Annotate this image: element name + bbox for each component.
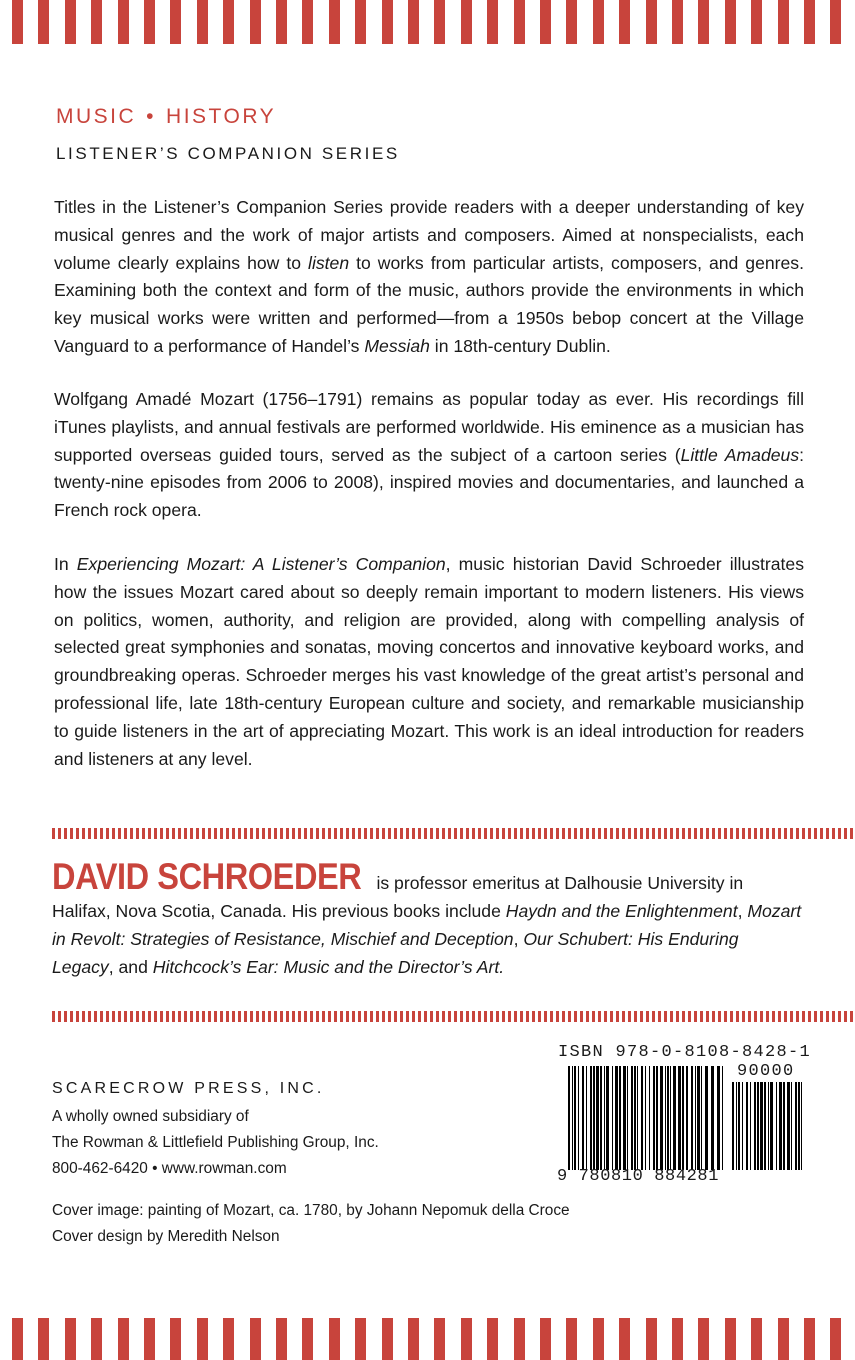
author-name: DAVID SCHROEDER xyxy=(52,856,362,897)
description-paragraph-2: Wolfgang Amadé Mozart (1756–1791) remains as popular today as ever. His recordings fill iTunes playlists, and annual festivals are performed worldwide. His eminence as a musician has supported overseas guided tours, served as the subject of a cartoon series (Little Amadeus: twenty-nine episodes from 2006 to 2008), inspired movies and documentaries, and launched a French rock opera. xyxy=(54,389,805,521)
book-title-mozart-in-revolt: Mozart in Revolt: Strategies of Resistance, Mischief and Deception xyxy=(52,901,802,949)
emphasis-little-amadeus: Little Amadeus xyxy=(680,444,800,465)
book-title-hitchcocks-ear: Hitchcock’s Ear: Music and the Director’s Art. xyxy=(152,957,505,977)
book-title-haydn: Haydn and the Enlightenment xyxy=(505,901,738,921)
series-name: LISTENER’S COMPANION SERIES xyxy=(56,144,400,163)
book-title-experiencing-mozart: Experiencing Mozart: A Listener’s Companion xyxy=(76,554,446,574)
category-label xyxy=(56,105,276,129)
bottom-stripe-border xyxy=(0,1318,855,1360)
ean-digits: 9 780810 884281 xyxy=(557,1167,720,1186)
publisher-contact-line: 800-462-6420 • www.rowman.com xyxy=(52,1160,287,1177)
publisher-subsidiary-line: A wholly owned subsidiary of xyxy=(52,1108,249,1125)
emphasis-messiah: Messiah xyxy=(364,335,430,356)
publisher-name: SCARECROW PRESS, INC. xyxy=(52,1080,325,1097)
author-bio: DAVID SCHROEDER is professor emeritus at Dalhousie University in Halifax, Nova Scotia, Canada. His previous books include Haydn and the Enlightenment, Mozart in Revolt: Strategies of Resistance, Mischief and Deception, Our Schubert: His Enduring Legacy, and Hitchcock’s Ear: Music and the Director’s Art. xyxy=(52,856,802,977)
category-separator: • xyxy=(146,105,157,128)
publisher-group-line: The Rowman & Littlefield Publishing Group, Inc. xyxy=(52,1134,379,1151)
tick-divider-top xyxy=(52,828,855,839)
barcode-icon xyxy=(568,1066,723,1170)
cover-design-credit: Cover design by Meredith Nelson xyxy=(52,1228,280,1245)
description-paragraph-1: Titles in the Listener’s Companion Series provide readers with a deeper understanding of key musical genres and the work of major artists and composers. Aimed at nonspecialists, each volume clearly explains how to listen to works from particular artists, composers, and genres. Examining both the context and form of the music, authors provide the environments in which key musical works were written and performed—from a 1950s bebop concert at the Village Vanguard to a performance of Handel’s Messiah in 18th-century Dublin. xyxy=(54,197,804,356)
book-title-our-schubert: Our Schubert: His Enduring Legacy xyxy=(52,929,739,977)
isbn-label: ISBN 978-0-8108-8428-1 xyxy=(558,1043,812,1062)
description-paragraph-3: In Experiencing Mozart: A Listener’s Companion, music historian David Schroeder illustrates how the issues Mozart cared about so deeply remain important to modern listeners. His views on politics, women, authority, and religion are provided, along with compelling analysis of selected great symphonies and sonatas, moving concertos and innovative keyboard works, and groundbreaking operas. Schroeder merges his vast knowledge of the great artist’s personal and professional life, late 18th-century European culture and society, and remarkable musicianship to guide listeners in the art of appreciating Mozart. This work is an ideal introduction for readers and listeners at any level. xyxy=(54,554,805,769)
tick-divider-bottom xyxy=(52,1011,855,1022)
top-stripe-border xyxy=(0,0,855,44)
category-music: MUSIC xyxy=(56,105,137,128)
barcode-addon-icon xyxy=(732,1082,804,1170)
emphasis-listen: listen xyxy=(308,252,350,273)
price-code: 90000 xyxy=(737,1062,795,1081)
cover-image-credit: Cover image: painting of Mozart, ca. 1780, by Johann Nepomuk della Croce xyxy=(52,1202,570,1219)
category-history: HISTORY xyxy=(166,105,277,128)
